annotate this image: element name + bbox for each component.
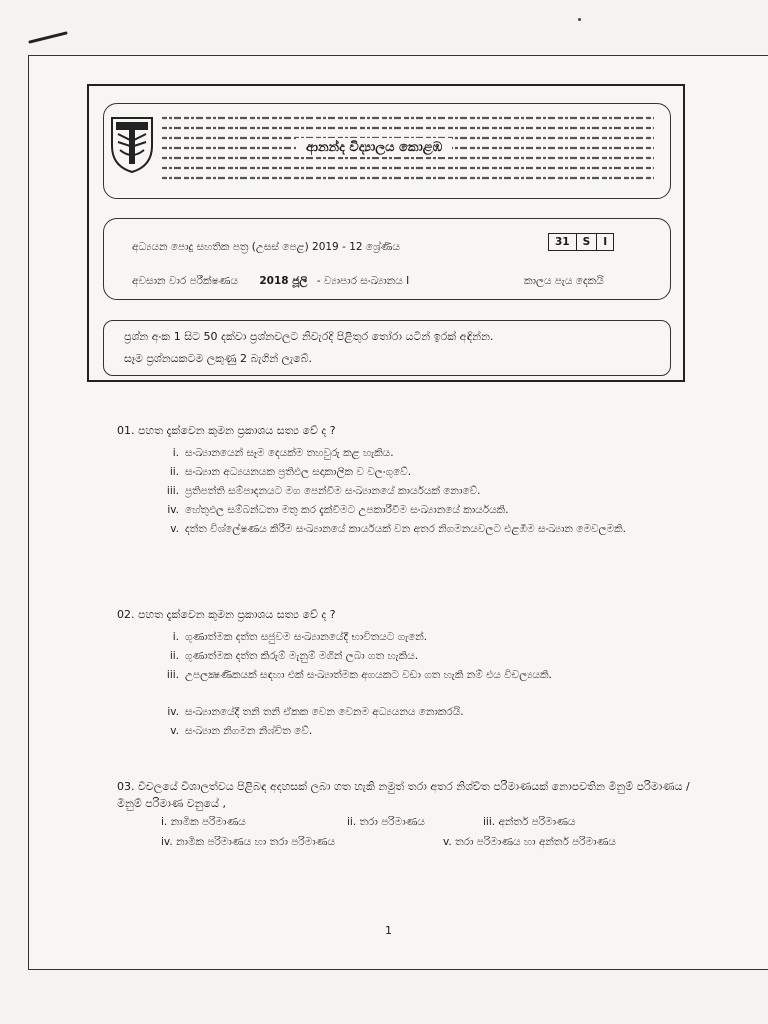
option-text: ගුණාත්මක දත්ත සජුවම සංඛ්‍යානයේදී භාවිතයට ගැනේ. — [185, 631, 428, 643]
question-3 — [117, 778, 697, 848]
paper-code-medium: S — [577, 234, 598, 250]
option-number: i. — [161, 816, 168, 828]
option-text: හේතුඵල සම්බන්ධතා මතු කර දැක්වීමට උපකාරීවීම සංඛ්‍යානයේ කාර්යයකි. — [185, 504, 509, 516]
header-box — [87, 84, 685, 382]
option-text: නාමික පරිමාණය — [170, 816, 246, 828]
option-number: iii. — [166, 669, 179, 681]
option-text: සංඛ්‍යාන අධ්‍යයනයක ප්‍රතිඵල සදාකාලික ව වලංගුවේ. — [185, 466, 412, 478]
option-number: ii. — [169, 466, 179, 478]
duration: කාලය පැය දෙකයි — [524, 275, 604, 287]
paper-code — [548, 233, 614, 251]
school-banner — [103, 103, 671, 199]
option-text: තරා පරිමාණය හා අන්තර් පරිමාණය — [455, 836, 616, 848]
option-item — [443, 836, 616, 849]
option-number: v. — [170, 523, 179, 535]
option-number: iv. — [161, 836, 173, 848]
option-text: නාමික පරිමාණය හා තරා පරිමාණය — [176, 836, 336, 848]
option-text: දත්ත විශ්ලේෂණය කිරීම සංඛ්‍යානයේ කාර්යයක් වන අතර නිගමනයවලට එළඹීම සංඛ්‍යාන මෙවලමකි. — [185, 523, 626, 535]
question-stem: 01. පහත දැක්වෙන කුමන ප්‍රකාශය සත්‍ය වේ ද ? — [117, 424, 336, 437]
exam-name: අවසාන වාර පරීක්ෂණය — [132, 275, 238, 287]
option-text: සංඛ්‍යානයෙන් සෑම දෙයක්ම තහවුරු කළ හැකිය. — [185, 447, 394, 459]
option-text: තරා පරිමාණය — [359, 816, 425, 828]
paper-code-number: 31 — [549, 234, 577, 250]
exam-details — [132, 275, 409, 288]
subject-name: - ව්‍යාපාර සංඛ්‍යානය I — [316, 275, 410, 287]
scan-speck — [578, 18, 581, 21]
instruction-1: ප්‍රශ්න අංක 1 සිට 50 දක්වා ප්‍රශ්නවලට නිවැරදි පිළිතුර තෝරා යටින් ඉරක් අඳින්න. — [124, 330, 494, 343]
instructions-box — [103, 320, 671, 376]
option-text: උපලක්‍ෂණිකයක් සඳහා එක් සංඛ්‍යාත්මක අගයකට වඩා ගත හැකි නම් එය විචල්‍යයකි. — [185, 669, 552, 681]
option-number: ii. — [169, 650, 179, 662]
question-stem: 03. විචලයේ විශාලත්වය පිළිබඳ අදහසක් ලබා ගත හැකි නමුත් තරා අතර නිශ්චිත පරිමාණයක් නොපවතින මිනුම් පරිමාණය / මිනුම් පරිමාණ වනුයේ , — [117, 780, 690, 810]
paper-info-box — [103, 218, 671, 300]
option-number: i. — [172, 447, 179, 459]
option-item — [161, 836, 335, 849]
school-crest-icon — [110, 116, 154, 174]
option-number: iv. — [167, 504, 179, 516]
option-text: අන්තර් පරිමාණය — [498, 816, 576, 828]
option-number: i. — [172, 631, 179, 643]
option-text: ප්‍රතිපත්ති සම්පාදනයට මග පෙන්වීම සංඛ්‍යානයේ කාර්යයක් නොවේ. — [185, 485, 481, 497]
question-stem: 02. පහත දැක්වෙන කුමන ප්‍රකාශය සත්‍ය වේ ද ? — [117, 608, 336, 621]
option-text: ගුණාත්මක දත්ත කිරුම් මැනුම් මගින් ලබා ගත හැකිය. — [185, 650, 419, 662]
question-1 — [117, 424, 626, 535]
option-text: සංඛ්‍යාන නිගමන නිශ්චිත වේ. — [185, 725, 313, 737]
paper-code-part: I — [603, 236, 608, 248]
option-item — [161, 816, 246, 829]
option-item — [483, 816, 575, 829]
option-number: v. — [170, 725, 179, 737]
pen-mark — [28, 31, 68, 44]
option-number: iii. — [483, 816, 496, 828]
exam-date: 2018 ජූලි — [259, 275, 308, 287]
option-number: iv. — [167, 706, 179, 718]
option-number: v. — [443, 836, 452, 848]
paper-title: අධ්‍යයන පොදු සහතික පත්‍ර (උසස් පෙළ) 2019 - 12 ශ්‍රේණිය — [132, 241, 400, 253]
instruction-2: සෑම ප්‍රශ්නයකටම ලකුණු 2 බැගින් ලැබේ. — [124, 352, 312, 365]
option-text: සංඛ්‍යානයේදී තනි තනි ඒකක වෙන වෙනම අධ්‍යයනය නොකරයි. — [185, 706, 464, 718]
option-number: ii. — [347, 816, 357, 828]
option-item — [347, 816, 425, 829]
school-name: ආනන්ද විද්‍යාලය කොළඹ — [296, 138, 452, 157]
page-number: 1 — [385, 924, 392, 937]
exam-page — [28, 55, 768, 970]
option-number: iii. — [166, 485, 179, 497]
question-2 — [117, 608, 552, 737]
